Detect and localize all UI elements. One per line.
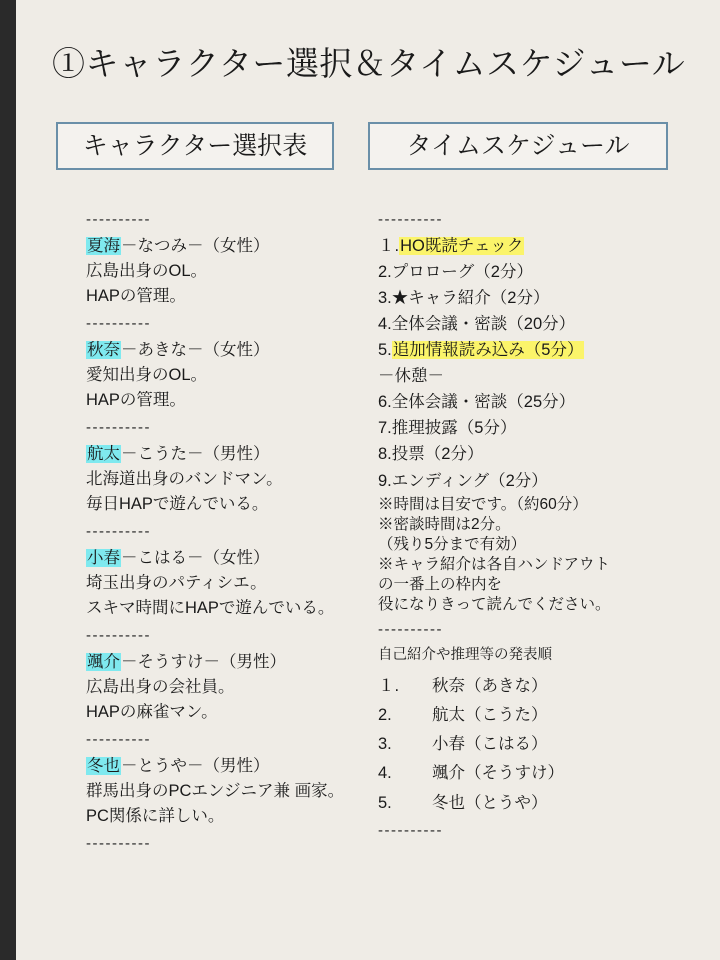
order-name: 颯介（そうすけ） (432, 764, 564, 783)
character-reading: －こはる－（女性） (121, 548, 270, 567)
page-title: ①キャラクター選択＆タイムスケジュール (52, 45, 686, 82)
character-desc-1: 埼玉出身のパティシエ。 (86, 573, 267, 592)
order-number: 2. (378, 706, 392, 725)
list-item (86, 650, 376, 725)
schedule-text: 全体会議・密談（20分） (391, 315, 576, 334)
character-desc-1: 群馬出身のPCエンジニア兼 画家。 (86, 782, 345, 801)
panel-heading-characters: キャラクター選択表 (56, 122, 334, 170)
character-desc-1: 愛知出身のOL。 (86, 365, 208, 384)
character-name: 秋奈 (87, 340, 120, 359)
order-number: 4. (378, 764, 392, 783)
note-line: 役になりきって読んでください。 (378, 596, 611, 614)
schedule-text: 投票（2分） (391, 445, 484, 464)
note-line: ※キャラ紹介は各自ハンドアウト (378, 556, 611, 573)
divider: ---------- (86, 523, 151, 541)
schedule-text: エンディング（2分） (391, 471, 548, 490)
divider: ---------- (378, 621, 443, 639)
schedule-list (378, 205, 708, 844)
character-name: 航太 (87, 444, 120, 463)
divider: ---------- (86, 627, 151, 645)
list-item (378, 674, 708, 699)
schedule-text: 全体会議・密談（25分） (391, 393, 576, 412)
character-name: 夏海 (87, 236, 120, 255)
character-desc-1: 北海道出身のバンドマン。 (86, 469, 283, 488)
schedule-number: 6. (378, 393, 392, 412)
list-item (86, 234, 376, 309)
character-desc-2: HAPの管理。 (86, 286, 186, 305)
character-desc-2: 毎日HAPで遊んでいる。 (86, 495, 269, 514)
order-name: 航太（こうた） (432, 706, 548, 725)
divider: ---------- (378, 821, 443, 839)
schedule-text: 推理披露（5分） (391, 419, 517, 438)
order-heading: 自己紹介や推理等の発表順 (378, 647, 552, 664)
divider: ---------- (378, 211, 443, 228)
character-desc-1: 広島出身のOL。 (86, 261, 208, 280)
list-item (378, 338, 708, 363)
list-item (378, 416, 708, 441)
list-item (378, 703, 708, 728)
divider: ---------- (86, 211, 151, 228)
list-item (86, 338, 376, 413)
divider: ---------- (86, 731, 151, 749)
divider: ---------- (86, 315, 151, 333)
note-line: ※時間は目安です。（約60分） (378, 495, 588, 513)
order-number: １. (378, 677, 400, 696)
character-name: 小春 (87, 548, 120, 567)
list-item (378, 312, 708, 337)
order-name: 小春（こはる） (432, 735, 548, 754)
schedule-number: 4. (378, 315, 392, 334)
list-item (86, 546, 376, 621)
list-item (378, 442, 708, 467)
character-list (86, 205, 376, 858)
panel-heading-schedule: タイムスケジュール (368, 122, 668, 170)
left-edge-bar (0, 0, 16, 960)
schedule-number: 2. (378, 262, 392, 281)
list-item (378, 732, 708, 757)
note-line: （残り5分まで有効） (378, 535, 527, 553)
character-name-line (86, 754, 376, 779)
list-item (378, 260, 708, 285)
schedule-text: 追加情報読み込み（5分） (392, 341, 584, 360)
character-name-line (86, 650, 376, 675)
divider: ---------- (86, 835, 151, 853)
list-item (378, 791, 708, 816)
note-line: ※密談時間は2分。 (378, 515, 511, 533)
schedule-text: プロローグ（2分） (391, 262, 533, 281)
character-name-line (86, 338, 376, 363)
schedule-text: ★キャラ紹介（2分） (391, 288, 550, 307)
character-reading: －なつみ－（女性） (121, 236, 270, 255)
character-reading: －こうた－（男性） (121, 444, 270, 463)
list-item (378, 469, 708, 494)
order-number: 3. (378, 735, 392, 754)
list-item (378, 286, 708, 311)
character-reading: －あきな－（女性） (121, 340, 270, 359)
list-item (378, 234, 708, 259)
note-line: の一番上の枠内を (378, 576, 503, 594)
list-item (86, 754, 376, 829)
schedule-number: １. (378, 236, 400, 255)
order-name: 冬也（とうや） (432, 793, 548, 812)
character-reading: －とうや－（男性） (121, 756, 270, 775)
character-name: 颯介 (87, 652, 120, 671)
character-name-line (86, 546, 376, 571)
left-margin (16, 0, 38, 960)
character-desc-2: スキマ時間にHAPで遊んでいる。 (86, 599, 335, 618)
list-item (86, 442, 376, 517)
rest-label: －休憩－ (378, 367, 444, 386)
list-item (378, 390, 708, 415)
order-number: 5. (378, 793, 392, 812)
schedule-number: 3. (378, 288, 392, 307)
order-name: 秋奈（あきな） (432, 677, 548, 696)
schedule-number: 5. (378, 341, 392, 360)
schedule-text: HO既読チェック (400, 236, 524, 255)
character-desc-1: 広島出身の会社員。 (86, 678, 235, 696)
character-desc-2: HAPの麻雀マン。 (86, 703, 218, 722)
character-desc-2: HAPの管理。 (86, 390, 186, 409)
character-name-line (86, 234, 376, 259)
schedule-number: 8. (378, 445, 392, 464)
schedule-number: 7. (378, 419, 392, 438)
list-item (378, 761, 708, 786)
character-name: 冬也 (87, 756, 120, 775)
character-desc-2: PC関係に詳しい。 (86, 807, 225, 826)
character-reading: －そうすけ－（男性） (121, 652, 286, 671)
slide-page (38, 0, 720, 960)
schedule-number: 9. (378, 471, 392, 490)
divider: ---------- (86, 419, 151, 437)
character-name-line (86, 442, 376, 467)
